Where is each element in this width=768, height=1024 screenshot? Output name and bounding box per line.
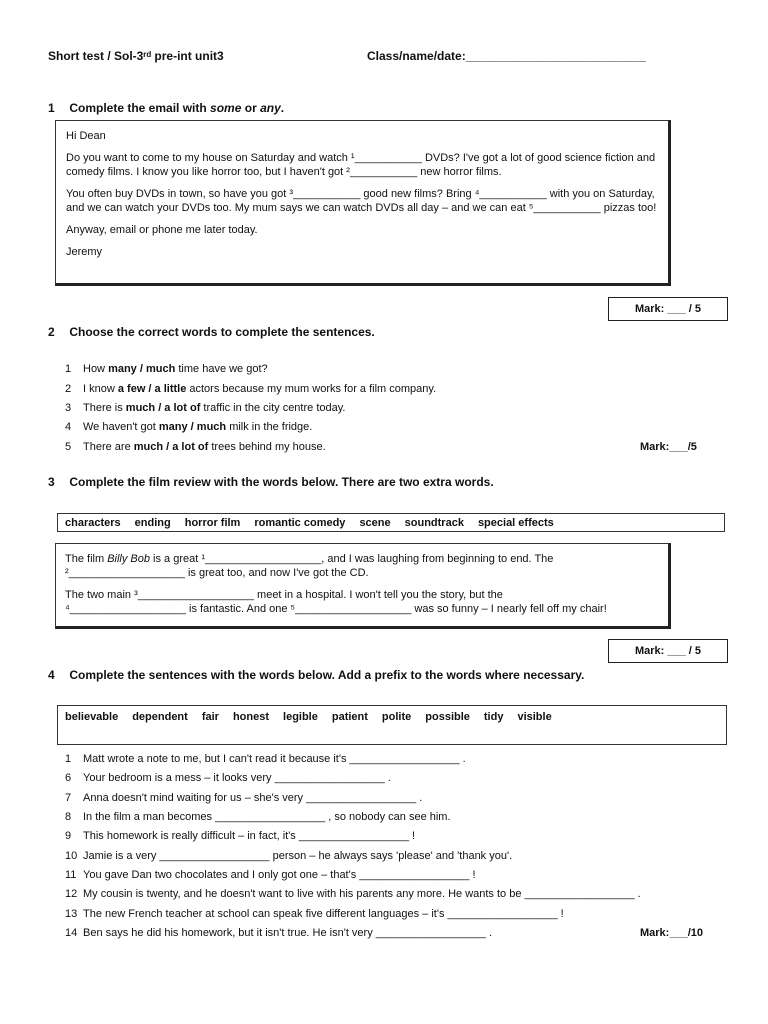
- email-paragraph: You often buy DVDs in town, so have you got ³___________ good new films? Bring ⁴___________ with you on Saturday, and we can watch your DVDs too. My mum says we can watch DVDs all day – and we can eat ⁵___________ pizzas too!: [66, 188, 657, 214]
- list-item: 4 We haven't got many / much milk in the fridge.: [65, 421, 313, 433]
- email-signature: Jeremy: [66, 246, 103, 258]
- section-instruction: Choose the correct words to complete the sentences.: [69, 325, 375, 339]
- review-line: The film Billy Bob is a great ¹___________________, and I was laughing from beginning to end. The: [65, 553, 554, 565]
- list-item: 10 Jamie is a very __________________ person – he always says 'please' and 'thank you'.: [65, 850, 513, 862]
- list-item: 1 How many / much time have we got?: [65, 363, 268, 375]
- list-item: 9 This homework is really difficult – in fact, it's __________________ !: [65, 830, 416, 842]
- word-bank-item: soundtrack: [404, 517, 464, 529]
- word-bank-item: honest: [232, 711, 270, 723]
- review-line: The two main ³___________________ meet in a hospital. I won't tell you the story, but the: [65, 589, 503, 601]
- email-greeting: Hi Dean: [66, 130, 106, 142]
- section-instruction: Complete the sentences with the words below. Add a prefix to the words where necessary.: [69, 668, 585, 682]
- list-item: 2 I know a few / a little actors because my mum works for a film company.: [65, 383, 437, 395]
- word-bank-item: tidy: [483, 711, 504, 723]
- mark-label: Mark:___/5: [640, 441, 697, 453]
- section-instruction: Complete the film review with the words below. There are two extra words.: [69, 475, 494, 489]
- list-item: 7 Anna doesn't mind waiting for us – she's very __________________ .: [65, 792, 423, 804]
- word-bank-item: polite: [381, 711, 412, 723]
- film-review-box: [55, 543, 671, 629]
- email-paragraph: Anyway, email or phone me later today.: [66, 224, 258, 236]
- review-line: ²___________________ is great too, and now I've got the CD.: [65, 567, 369, 579]
- section-number: 4: [48, 668, 55, 682]
- word-bank-item: special effects: [477, 517, 554, 529]
- word-bank: [57, 705, 727, 745]
- word-bank-item: fair: [201, 711, 219, 723]
- section-1-title: [48, 101, 284, 115]
- word-bank-item: characters: [65, 517, 121, 529]
- word-bank-item: possible: [425, 711, 470, 723]
- list-item: 12 My cousin is twenty, and he doesn't want to live with his parents any more. He wants to be __________________ .: [65, 888, 641, 900]
- section-instruction: Complete the email with some or any.: [69, 101, 285, 115]
- email-box: [55, 120, 671, 286]
- mark-box: Mark: ___ / 5: [608, 297, 728, 321]
- word-bank-item: legible: [283, 711, 318, 723]
- section-4-title: [48, 668, 584, 682]
- list-item: 6 Your bedroom is a mess – it looks very __________________ .: [65, 772, 391, 784]
- section-number: 3: [48, 475, 55, 489]
- word-bank-item: horror film: [184, 517, 241, 529]
- word-bank: [57, 513, 725, 532]
- section-3-title: [48, 475, 494, 489]
- mark-label: Mark:___/10: [640, 927, 703, 939]
- list-item: 13 The new French teacher at school can speak five different languages – it's __________________ !: [65, 908, 564, 920]
- list-item: 1 Matt wrote a note to me, but I can't read it because it's __________________ .: [65, 753, 466, 765]
- list-item: 5 There are much / a lot of trees behind my house.: [65, 441, 326, 453]
- test-title: Short test / Sol-3ʳᵈ pre-int unit3: [48, 49, 224, 63]
- list-item: 8 In the film a man becomes __________________ , so nobody can see him.: [65, 811, 451, 823]
- word-bank-item: dependent: [132, 711, 188, 723]
- list-item: 11 You gave Dan two chocolates and I only got one – that's __________________ !: [65, 869, 476, 881]
- mark-box: Mark: ___ / 5: [608, 639, 728, 663]
- section-number: 2: [48, 325, 55, 339]
- word-bank-item: believable: [65, 711, 119, 723]
- word-bank-item: visible: [517, 711, 552, 723]
- email-paragraph: Do you want to come to my house on Saturday and watch ¹___________ DVDs? I've got a lot of good science fiction and comedy films. I know you like horror too, but I haven't got ²___________ new horror films.: [66, 152, 656, 178]
- word-bank-item: romantic comedy: [254, 517, 346, 529]
- word-bank-item: ending: [134, 517, 171, 529]
- word-bank-item: patient: [331, 711, 368, 723]
- list-item: 3 There is much / a lot of traffic in the city centre today.: [65, 402, 346, 414]
- list-item: 14 Ben says he did his homework, but it isn't true. He isn't very __________________ .: [65, 927, 493, 939]
- section-2-title: [48, 325, 375, 339]
- review-line: ⁴___________________ is fantastic. And one ⁵___________________ was so funny – I nearly fell off my chair!: [65, 603, 607, 615]
- class-name-date-field: Class/name/date:___________________________: [367, 49, 646, 63]
- section-number: 1: [48, 101, 55, 115]
- word-bank-item: scene: [359, 517, 391, 529]
